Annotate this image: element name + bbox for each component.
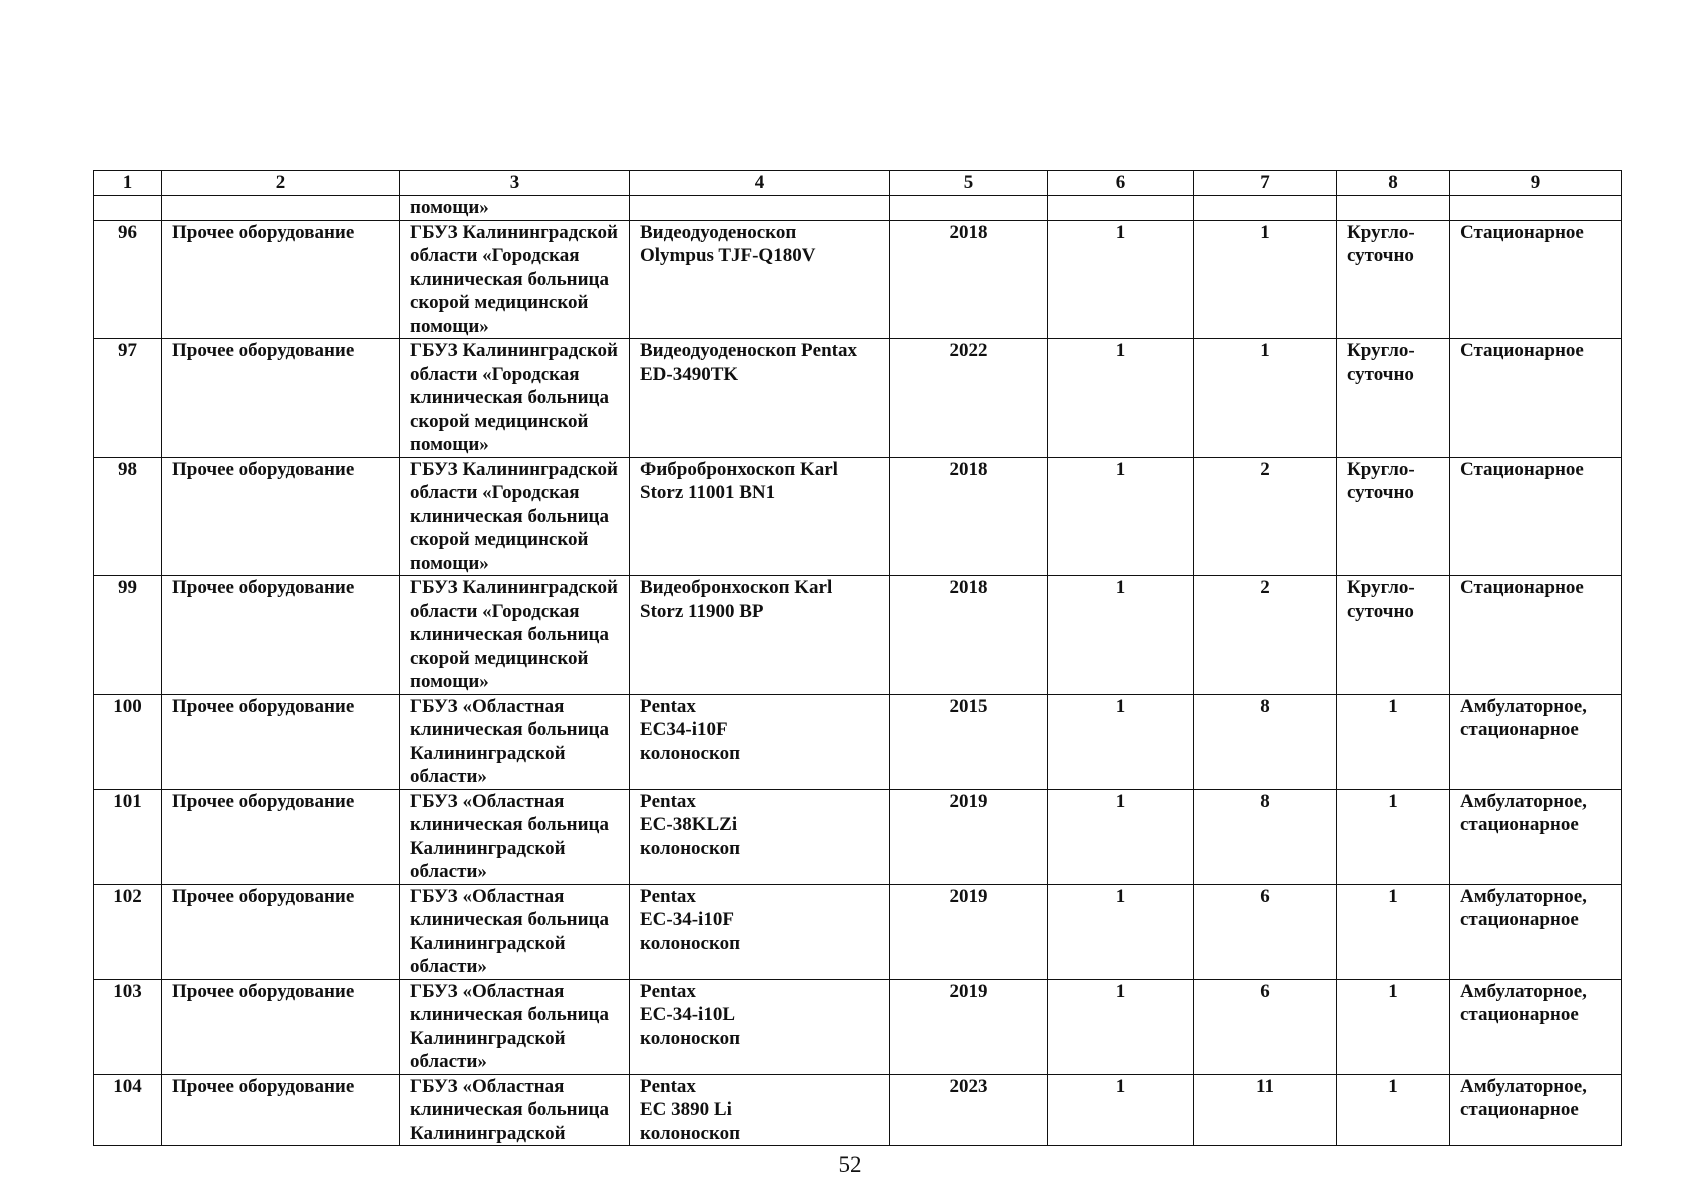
equipment-table <box>93 170 1622 1146</box>
equipment-type-cell: Прочее оборудование <box>162 789 400 884</box>
table-cell <box>94 196 162 221</box>
equipment-name-cell-line: Видеодуоденоскоп Pentax <box>640 340 857 361</box>
organization-cell <box>400 457 630 576</box>
organization-cell-line: клиническая больница <box>410 505 609 527</box>
organization-cell-line: ГБУЗ Калининградской <box>410 340 618 361</box>
continuation-text: помощи» <box>400 196 630 221</box>
table-row <box>94 789 1622 884</box>
column-9-cell-line: Амбулаторное, <box>1460 885 1587 907</box>
continuation-row <box>94 196 1622 221</box>
column-9-cell-line: стационарное <box>1460 719 1579 740</box>
organization-cell <box>400 220 630 339</box>
organization-cell-line: области» <box>410 861 487 882</box>
equipment-name-cell-line: Pentax <box>640 885 696 907</box>
equipment-name-cell-line: колоноскоп <box>640 1027 741 1049</box>
equipment-name-cell <box>630 576 890 695</box>
organization-cell-line: клиническая больница <box>410 814 609 835</box>
equipment-name-cell-line: EC 3890 Li <box>640 1099 732 1120</box>
equipment-name-cell <box>630 884 890 979</box>
row-number-cell: 100 <box>94 694 162 789</box>
equipment-name-cell-line: EC-34-i10F <box>640 909 734 930</box>
column-6-cell: 1 <box>1048 1074 1194 1146</box>
organization-cell-line: ГБУЗ Калининградской <box>410 221 618 243</box>
organization-cell-line: помощи» <box>410 552 489 574</box>
equipment-type-cell: Прочее оборудование <box>162 339 400 458</box>
column-header: 7 <box>1194 171 1337 196</box>
column-9-cell-line: стационарное <box>1460 1004 1579 1025</box>
column-9-cell-line: Амбулаторное, <box>1460 695 1587 717</box>
column-8-cell <box>1337 884 1450 979</box>
column-8-cell <box>1337 1074 1450 1146</box>
column-9-cell <box>1450 1074 1622 1146</box>
column-7-cell: 6 <box>1194 884 1337 979</box>
equipment-name-cell-line: ED-3490TK <box>640 363 739 385</box>
equipment-name-cell-line: EC34-i10F <box>640 719 728 740</box>
column-9-cell <box>1450 457 1622 576</box>
equipment-name-cell <box>630 339 890 458</box>
equipment-name-cell-line: колоноскоп <box>640 932 741 954</box>
column-6-cell: 1 <box>1048 339 1194 458</box>
organization-cell-line: помощи» <box>410 315 489 337</box>
column-8-cell-line: 1 <box>1388 980 1398 1002</box>
organization-cell-line: ГБУЗ «Областная <box>410 790 565 812</box>
equipment-name-cell-line: Storz 11900 BP <box>640 600 764 622</box>
table-cell <box>630 196 890 221</box>
organization-cell-line: клиническая больница <box>410 624 609 645</box>
organization-cell-line: области» <box>410 1051 487 1072</box>
organization-cell-line: области «Городская <box>410 363 580 385</box>
year-cell: 2019 <box>890 979 1048 1074</box>
organization-cell-line: Калининградской <box>410 1122 566 1144</box>
column-9-cell <box>1450 694 1622 789</box>
organization-cell-line: Калининградской <box>410 837 566 859</box>
equipment-name-cell-line: Pentax <box>640 695 696 717</box>
organization-cell-line: помощи» <box>410 434 489 455</box>
column-8-cell-line: Кругло- <box>1347 577 1415 598</box>
row-number-cell: 99 <box>94 576 162 695</box>
column-7-cell: 8 <box>1194 789 1337 884</box>
organization-cell-line: Калининградской <box>410 1027 566 1049</box>
column-header: 4 <box>630 171 890 196</box>
equipment-name-cell-line: Pentax <box>640 790 696 812</box>
column-7-cell: 1 <box>1194 339 1337 458</box>
column-8-cell <box>1337 457 1450 576</box>
organization-cell-line: области «Городская <box>410 245 580 266</box>
organization-cell-line: ГБУЗ «Областная <box>410 980 565 1002</box>
column-8-cell <box>1337 789 1450 884</box>
equipment-name-cell <box>630 979 890 1074</box>
column-9-cell-line: стационарное <box>1460 814 1579 835</box>
equipment-name-cell-line: колоноскоп <box>640 1122 741 1144</box>
organization-cell-line: скорой медицинской <box>410 647 589 669</box>
column-7-cell: 1 <box>1194 220 1337 339</box>
column-7-cell: 2 <box>1194 457 1337 576</box>
column-8-cell-line: 1 <box>1388 695 1398 717</box>
column-6-cell: 1 <box>1048 576 1194 695</box>
table-row <box>94 576 1622 695</box>
column-7-cell: 8 <box>1194 694 1337 789</box>
table-row <box>94 220 1622 339</box>
organization-cell-line: области «Городская <box>410 600 580 622</box>
organization-cell <box>400 789 630 884</box>
equipment-name-cell-line: колоноскоп <box>640 837 741 859</box>
row-number-cell: 103 <box>94 979 162 1074</box>
column-8-cell-line: суточно <box>1347 600 1414 622</box>
equipment-name-cell <box>630 1074 890 1146</box>
organization-cell-line: ГБУЗ «Областная <box>410 885 565 907</box>
column-8-cell-line: суточно <box>1347 482 1414 503</box>
equipment-name-cell-line: Olympus TJF-Q180V <box>640 245 816 266</box>
page-number: 52 <box>838 1152 862 1177</box>
organization-cell-line: помощи» <box>410 671 489 692</box>
equipment-name-cell <box>630 789 890 884</box>
organization-cell-line: области» <box>410 766 487 787</box>
organization-cell-line: ГБУЗ Калининградской <box>410 458 618 480</box>
column-8-cell-line: 1 <box>1388 1075 1398 1097</box>
organization-cell-line: скорой медицинской <box>410 292 589 313</box>
column-8-cell <box>1337 979 1450 1074</box>
table-cell <box>1194 196 1337 221</box>
equipment-name-cell-line: Фибробронхоскоп Karl <box>640 458 838 480</box>
table-row <box>94 339 1622 458</box>
header-row <box>94 171 1622 196</box>
equipment-type-cell: Прочее оборудование <box>162 694 400 789</box>
column-8-cell-line: 1 <box>1388 790 1398 812</box>
column-header: 5 <box>890 171 1048 196</box>
organization-cell-line: клиническая больница <box>410 1099 609 1120</box>
equipment-name-cell <box>630 220 890 339</box>
table-row <box>94 457 1622 576</box>
equipment-type-cell: Прочее оборудование <box>162 1074 400 1146</box>
column-9-cell <box>1450 979 1622 1074</box>
column-9-cell-line: Амбулаторное, <box>1460 980 1587 1002</box>
column-9-cell <box>1450 576 1622 695</box>
column-9-cell-line: Амбулаторное, <box>1460 790 1587 812</box>
column-6-cell: 1 <box>1048 884 1194 979</box>
equipment-type-cell: Прочее оборудование <box>162 979 400 1074</box>
year-cell: 2023 <box>890 1074 1048 1146</box>
organization-cell-line: области» <box>410 956 487 977</box>
column-header: 8 <box>1337 171 1450 196</box>
table-row <box>94 694 1622 789</box>
equipment-name-cell <box>630 694 890 789</box>
organization-cell <box>400 694 630 789</box>
organization-cell-line: ГБУЗ «Областная <box>410 695 565 717</box>
column-9-cell-line: стационарное <box>1460 909 1579 930</box>
organization-cell-line: области «Городская <box>410 482 580 503</box>
equipment-name-cell-line: Storz 11001 BN1 <box>640 482 776 503</box>
equipment-type-cell: Прочее оборудование <box>162 220 400 339</box>
column-6-cell: 1 <box>1048 979 1194 1074</box>
organization-cell-line: скорой медицинской <box>410 410 589 432</box>
column-8-cell-line: Кругло- <box>1347 458 1415 480</box>
column-6-cell: 1 <box>1048 789 1194 884</box>
table-cell <box>162 196 400 221</box>
table-row <box>94 884 1622 979</box>
organization-cell-line: Калининградской <box>410 742 566 764</box>
column-9-cell <box>1450 220 1622 339</box>
column-8-cell-line: Кругло- <box>1347 340 1415 361</box>
equipment-type-cell: Прочее оборудование <box>162 576 400 695</box>
organization-cell-line: Калининградской <box>410 932 566 954</box>
column-8-cell <box>1337 576 1450 695</box>
column-9-cell-line: Стационарное <box>1460 221 1584 243</box>
table-body <box>94 196 1622 1146</box>
column-8-cell-line: 1 <box>1388 885 1398 907</box>
table-row <box>94 979 1622 1074</box>
organization-cell-line: клиническая больница <box>410 387 609 408</box>
column-9-cell-line: Амбулаторное, <box>1460 1075 1587 1097</box>
row-number-cell: 101 <box>94 789 162 884</box>
year-cell: 2015 <box>890 694 1048 789</box>
organization-cell-line: клиническая больница <box>410 719 609 740</box>
equipment-name-cell-line: EC-38KLZi <box>640 814 738 835</box>
equipment-name-cell-line: Видеобронхоскоп Karl <box>640 577 833 598</box>
column-8-cell <box>1337 339 1450 458</box>
year-cell: 2019 <box>890 884 1048 979</box>
equipment-name-cell-line: Видеодуоденоскоп <box>640 221 797 243</box>
equipment-name-cell-line: EC-34-i10L <box>640 1004 735 1025</box>
column-9-cell-line: Стационарное <box>1460 577 1584 598</box>
year-cell: 2018 <box>890 220 1048 339</box>
column-header: 2 <box>162 171 400 196</box>
row-number-cell: 96 <box>94 220 162 339</box>
organization-cell-line: клиническая больница <box>410 1004 609 1025</box>
column-8-cell <box>1337 694 1450 789</box>
column-9-cell <box>1450 339 1622 458</box>
column-6-cell: 1 <box>1048 220 1194 339</box>
column-8-cell-line: суточно <box>1347 363 1414 385</box>
table-cell <box>1450 196 1622 221</box>
table-cell <box>890 196 1048 221</box>
organization-cell-line: ГБУЗ Калининградской <box>410 577 618 598</box>
equipment-name-cell-line: Pentax <box>640 980 696 1002</box>
equipment-name-cell-line: Pentax <box>640 1075 696 1097</box>
row-number-cell: 102 <box>94 884 162 979</box>
organization-cell-line: клиническая больница <box>410 909 609 930</box>
year-cell: 2018 <box>890 576 1048 695</box>
organization-cell-line: клиническая больница <box>410 268 609 290</box>
column-7-cell: 2 <box>1194 576 1337 695</box>
row-number-cell: 97 <box>94 339 162 458</box>
column-6-cell: 1 <box>1048 457 1194 576</box>
equipment-type-cell: Прочее оборудование <box>162 457 400 576</box>
organization-cell <box>400 339 630 458</box>
column-8-cell-line: суточно <box>1347 245 1414 266</box>
column-8-cell <box>1337 220 1450 339</box>
organization-cell-line: ГБУЗ «Областная <box>410 1075 565 1097</box>
equipment-name-cell-line: колоноскоп <box>640 742 741 764</box>
row-number-cell: 98 <box>94 457 162 576</box>
equipment-type-cell: Прочее оборудование <box>162 884 400 979</box>
column-header: 6 <box>1048 171 1194 196</box>
organization-cell <box>400 884 630 979</box>
column-9-cell <box>1450 884 1622 979</box>
column-header: 1 <box>94 171 162 196</box>
column-9-cell-line: Стационарное <box>1460 458 1584 480</box>
row-number-cell: 104 <box>94 1074 162 1146</box>
column-9-cell-line: Стационарное <box>1460 340 1584 361</box>
organization-cell <box>400 979 630 1074</box>
column-7-cell: 11 <box>1194 1074 1337 1146</box>
column-7-cell: 6 <box>1194 979 1337 1074</box>
organization-cell <box>400 1074 630 1146</box>
column-9-cell-line: стационарное <box>1460 1099 1579 1120</box>
column-header: 3 <box>400 171 630 196</box>
organization-cell-line: скорой медицинской <box>410 529 589 550</box>
table-row <box>94 1074 1622 1146</box>
year-cell: 2019 <box>890 789 1048 884</box>
equipment-name-cell <box>630 457 890 576</box>
year-cell: 2018 <box>890 457 1048 576</box>
column-8-cell-line: Кругло- <box>1347 221 1415 243</box>
organization-cell <box>400 576 630 695</box>
column-6-cell: 1 <box>1048 694 1194 789</box>
column-9-cell <box>1450 789 1622 884</box>
year-cell: 2022 <box>890 339 1048 458</box>
table-cell <box>1337 196 1450 221</box>
column-header: 9 <box>1450 171 1622 196</box>
table-cell <box>1048 196 1194 221</box>
